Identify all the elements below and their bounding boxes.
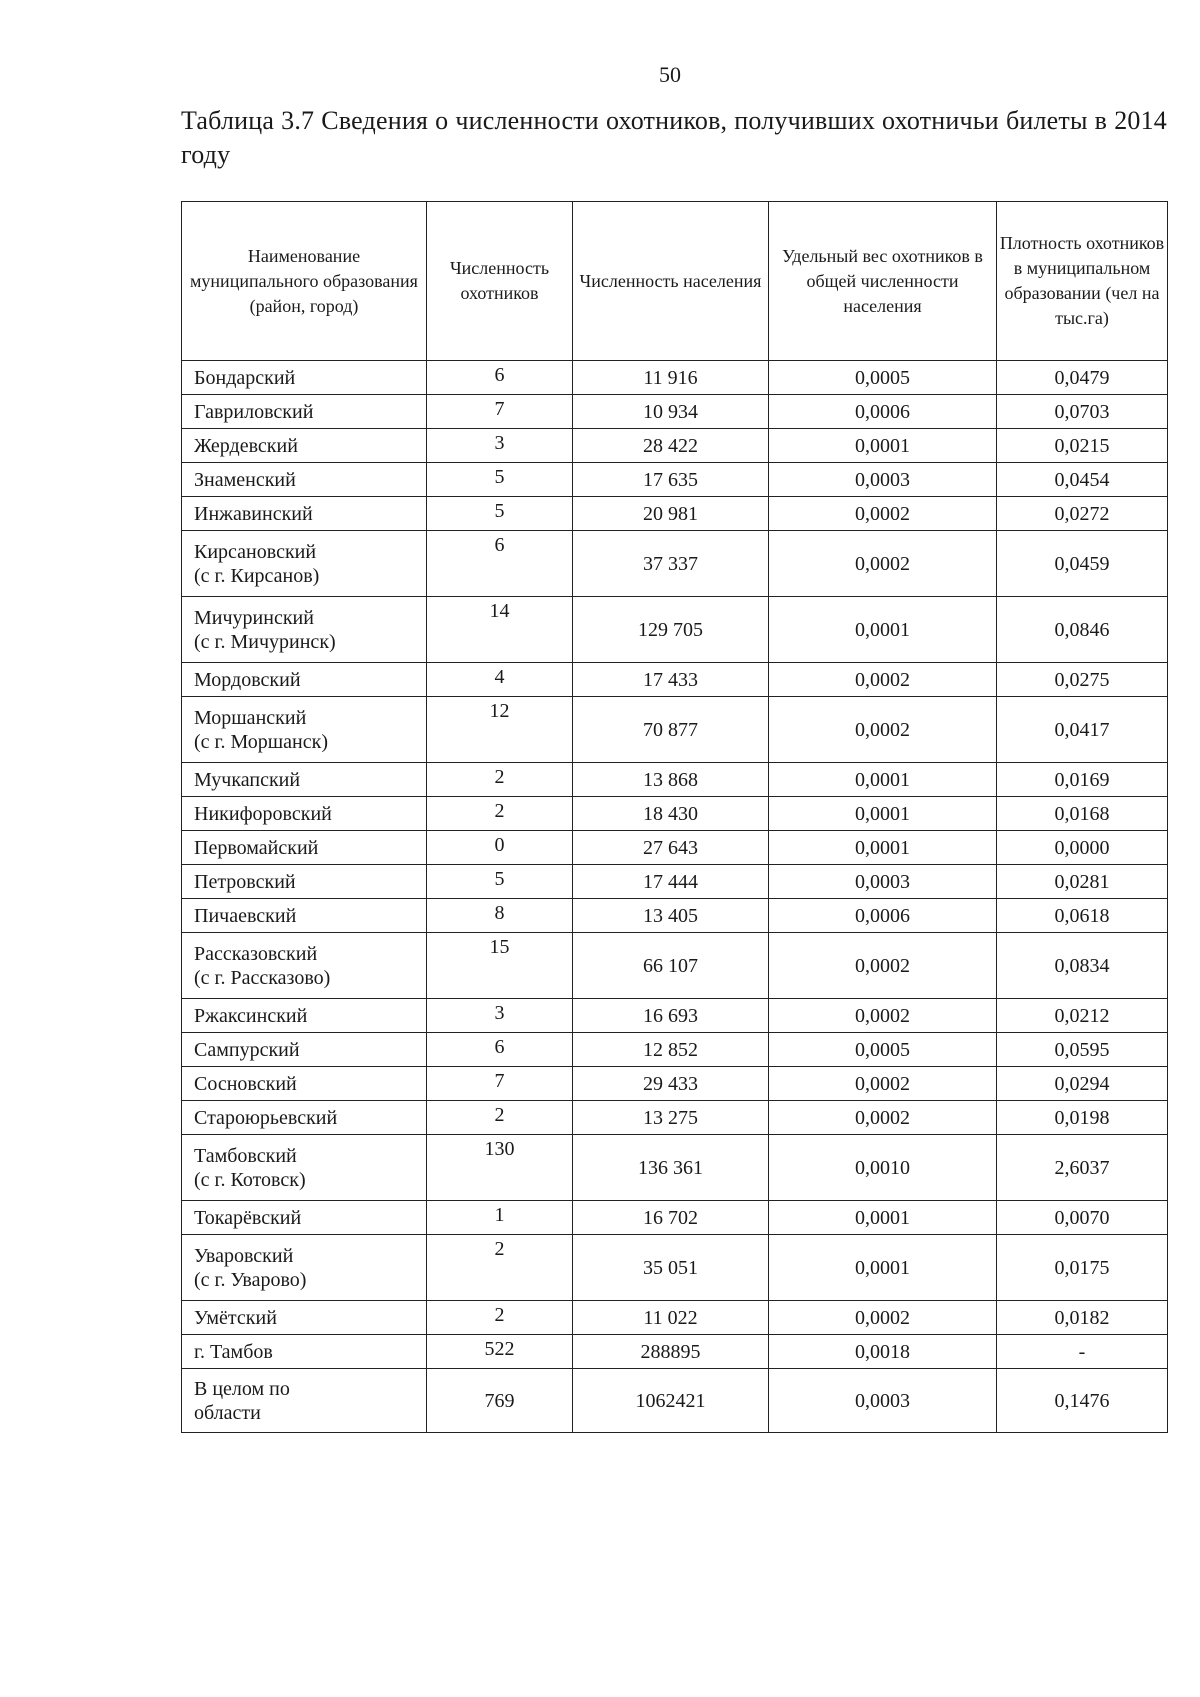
cell-hunters-count: 7 (427, 395, 573, 429)
table-body (182, 361, 1168, 1433)
cell-hunters-density: 0,1476 (997, 1369, 1168, 1433)
cell-municipality (182, 1335, 427, 1369)
cell-population: 17 444 (573, 865, 769, 899)
cell-municipality (182, 763, 427, 797)
municipality-name: Ржаксинский (194, 1004, 308, 1027)
cell-hunters-density: 0,0417 (997, 697, 1168, 763)
cell-hunters-count: 5 (427, 463, 573, 497)
cell-hunters-count: 5 (427, 497, 573, 531)
cell-hunters-share: 0,0005 (769, 361, 997, 395)
cell-hunters-share: 0,0002 (769, 1301, 997, 1335)
table-row (182, 1301, 1168, 1335)
cell-population: 12 852 (573, 1033, 769, 1067)
cell-municipality (182, 1235, 427, 1301)
municipality-name: Пичаевский (194, 904, 297, 927)
cell-hunters-count: 15 (427, 933, 573, 999)
cell-population: 13 868 (573, 763, 769, 797)
cell-hunters-share: 0,0001 (769, 831, 997, 865)
cell-hunters-density: 2,6037 (997, 1135, 1168, 1201)
cell-population: 11 916 (573, 361, 769, 395)
municipality-name: Мичуринский (194, 606, 314, 629)
cell-population: 18 430 (573, 797, 769, 831)
cell-municipality (182, 1033, 427, 1067)
cell-municipality (182, 429, 427, 463)
municipality-name-note: (с г. Моршанск) (194, 730, 329, 753)
cell-population: 16 693 (573, 999, 769, 1033)
municipality-name-note: (с г. Уварово) (194, 1268, 307, 1291)
cell-hunters-density: 0,0070 (997, 1201, 1168, 1235)
cell-municipality (182, 1369, 427, 1433)
cell-hunters-share: 0,0003 (769, 463, 997, 497)
municipality-name-note: (с г. Кирсанов) (194, 564, 320, 587)
municipality-name: Петровский (194, 870, 296, 893)
table-row (182, 1101, 1168, 1135)
cell-hunters-count: 4 (427, 663, 573, 697)
table-row (182, 463, 1168, 497)
cell-hunters-share: 0,0002 (769, 933, 997, 999)
cell-hunters-share: 0,0002 (769, 999, 997, 1033)
cell-hunters-count: 2 (427, 1301, 573, 1335)
municipality-name: Уваровский (194, 1244, 294, 1267)
cell-municipality (182, 797, 427, 831)
municipality-name-note: (с г. Котовск) (194, 1168, 306, 1191)
cell-municipality (182, 697, 427, 763)
cell-hunters-share: 0,0006 (769, 899, 997, 933)
municipality-name-note: (с г. Мичуринск) (194, 630, 336, 653)
table-row (182, 395, 1168, 429)
municipality-name: Сампурский (194, 1038, 300, 1061)
cell-population: 13 405 (573, 899, 769, 933)
cell-hunters-density: 0,0459 (997, 531, 1168, 597)
cell-hunters-count: 3 (427, 999, 573, 1033)
cell-hunters-share: 0,0001 (769, 429, 997, 463)
municipality-name-note: (с г. Рассказово) (194, 966, 331, 989)
cell-municipality (182, 1301, 427, 1335)
cell-hunters-density: 0,0834 (997, 933, 1168, 999)
cell-population: 66 107 (573, 933, 769, 999)
cell-hunters-share: 0,0003 (769, 1369, 997, 1433)
cell-hunters-density: 0,0595 (997, 1033, 1168, 1067)
table-header-row (182, 202, 1168, 361)
municipality-name: Моршанский (194, 706, 307, 729)
cell-municipality (182, 831, 427, 865)
table-row (182, 697, 1168, 763)
municipality-name: Сосновский (194, 1072, 297, 1095)
cell-hunters-count: 6 (427, 361, 573, 395)
cell-hunters-count: 2 (427, 1235, 573, 1301)
cell-hunters-count: 7 (427, 1067, 573, 1101)
cell-hunters-density: 0,0479 (997, 361, 1168, 395)
table-row (182, 361, 1168, 395)
municipality-name: Староюрьевский (194, 1106, 338, 1129)
municipality-name: г. Тамбов (194, 1340, 273, 1363)
cell-hunters-count: 2 (427, 763, 573, 797)
cell-hunters-share: 0,0002 (769, 697, 997, 763)
cell-population: 10 934 (573, 395, 769, 429)
cell-municipality (182, 899, 427, 933)
cell-hunters-density: 0,0275 (997, 663, 1168, 697)
cell-hunters-density: 0,0169 (997, 763, 1168, 797)
municipality-name: Никифоровский (194, 802, 332, 825)
cell-hunters-density: 0,0618 (997, 899, 1168, 933)
table-row (182, 597, 1168, 663)
cell-municipality (182, 597, 427, 663)
cell-hunters-density: 0,0846 (997, 597, 1168, 663)
table-row (182, 1033, 1168, 1067)
cell-population: 70 877 (573, 697, 769, 763)
cell-hunters-density: 0,0168 (997, 797, 1168, 831)
municipality-name: Бондарский (194, 366, 296, 389)
table-row (182, 1201, 1168, 1235)
cell-municipality (182, 463, 427, 497)
table-row (182, 999, 1168, 1033)
cell-hunters-count: 522 (427, 1335, 573, 1369)
table-row (182, 763, 1168, 797)
cell-municipality (182, 933, 427, 999)
municipality-name: Рассказовский (194, 942, 318, 965)
cell-hunters-share: 0,0002 (769, 1067, 997, 1101)
cell-population: 1062421 (573, 1369, 769, 1433)
table-row (182, 1235, 1168, 1301)
header-hunters-density: Плотность охотников в муниципальном образовании (чел на тыс.га) (997, 202, 1168, 361)
cell-municipality (182, 361, 427, 395)
cell-population: 288895 (573, 1335, 769, 1369)
municipality-name-note: области (194, 1401, 261, 1424)
cell-hunters-share: 0,0002 (769, 531, 997, 597)
table-row (182, 933, 1168, 999)
cell-hunters-share: 0,0003 (769, 865, 997, 899)
cell-hunters-share: 0,0002 (769, 1101, 997, 1135)
cell-municipality (182, 531, 427, 597)
header-municipality: Наименование муниципального образования (район, город) (182, 202, 427, 361)
cell-population: 17 433 (573, 663, 769, 697)
cell-hunters-share: 0,0002 (769, 663, 997, 697)
cell-hunters-count: 2 (427, 797, 573, 831)
table-row (182, 797, 1168, 831)
cell-hunters-count: 5 (427, 865, 573, 899)
table-row (182, 831, 1168, 865)
cell-hunters-density: 0,0198 (997, 1101, 1168, 1135)
cell-hunters-share: 0,0001 (769, 1201, 997, 1235)
cell-hunters-density: - (997, 1335, 1168, 1369)
cell-hunters-count: 130 (427, 1135, 573, 1201)
cell-hunters-count: 3 (427, 429, 573, 463)
header-hunters-count: Численность охотников (427, 202, 573, 361)
cell-municipality (182, 497, 427, 531)
table-row (182, 899, 1168, 933)
cell-hunters-share: 0,0001 (769, 797, 997, 831)
cell-hunters-share: 0,0010 (769, 1135, 997, 1201)
cell-hunters-density: 0,0272 (997, 497, 1168, 531)
municipality-name: Знаменский (194, 468, 296, 491)
cell-population: 136 361 (573, 1135, 769, 1201)
cell-population: 37 337 (573, 531, 769, 597)
cell-population: 20 981 (573, 497, 769, 531)
cell-hunters-density: 0,0212 (997, 999, 1168, 1033)
cell-municipality (182, 1135, 427, 1201)
cell-hunters-share: 0,0002 (769, 497, 997, 531)
cell-hunters-share: 0,0005 (769, 1033, 997, 1067)
cell-population: 11 022 (573, 1301, 769, 1335)
header-population: Численность населения (573, 202, 769, 361)
cell-hunters-count: 8 (427, 899, 573, 933)
cell-population: 29 433 (573, 1067, 769, 1101)
table-row (182, 429, 1168, 463)
cell-population: 27 643 (573, 831, 769, 865)
cell-population: 17 635 (573, 463, 769, 497)
municipality-name: Токарёвский (194, 1206, 302, 1229)
cell-population: 28 422 (573, 429, 769, 463)
cell-population: 13 275 (573, 1101, 769, 1135)
cell-hunters-density: 0,0281 (997, 865, 1168, 899)
table-row (182, 865, 1168, 899)
cell-hunters-count: 6 (427, 1033, 573, 1067)
table-row (182, 1335, 1168, 1369)
cell-municipality (182, 1067, 427, 1101)
municipality-name: Мучкапский (194, 768, 301, 791)
table-row (182, 1067, 1168, 1101)
page-number: 50 (659, 62, 681, 87)
cell-hunters-count: 0 (427, 831, 573, 865)
cell-hunters-share: 0,0001 (769, 597, 997, 663)
municipality-name: В целом по (194, 1377, 290, 1400)
cell-hunters-count: 14 (427, 597, 573, 663)
cell-hunters-density: 0,0175 (997, 1235, 1168, 1301)
cell-hunters-share: 0,0001 (769, 1235, 997, 1301)
municipality-name: Жердевский (194, 434, 298, 457)
cell-hunters-density: 0,0703 (997, 395, 1168, 429)
table-row (182, 663, 1168, 697)
cell-hunters-density: 0,0294 (997, 1067, 1168, 1101)
table-row (182, 1135, 1168, 1201)
cell-hunters-density: 0,0000 (997, 831, 1168, 865)
municipality-name: Инжавинский (194, 502, 313, 525)
cell-hunters-count: 1 (427, 1201, 573, 1235)
table-row-total (182, 1369, 1168, 1433)
cell-hunters-share: 0,0001 (769, 763, 997, 797)
hunters-table (181, 201, 1168, 1433)
table-caption: Таблица 3.7 Сведения о численности охотников, получивших охотничьи билеты в 2014 году (181, 106, 1167, 169)
cell-population: 16 702 (573, 1201, 769, 1235)
municipality-name: Первомайский (194, 836, 319, 859)
cell-population: 35 051 (573, 1235, 769, 1301)
cell-municipality (182, 865, 427, 899)
cell-hunters-count: 2 (427, 1101, 573, 1135)
cell-hunters-density: 0,0215 (997, 429, 1168, 463)
header-hunters-share: Удельный вес охотников в общей численности населения (769, 202, 997, 361)
municipality-name: Тамбовский (194, 1144, 297, 1167)
cell-municipality (182, 395, 427, 429)
table-row (182, 497, 1168, 531)
municipality-name: Гавриловский (194, 400, 314, 423)
cell-hunters-density: 0,0182 (997, 1301, 1168, 1335)
cell-hunters-count: 6 (427, 531, 573, 597)
municipality-name: Умётский (194, 1306, 277, 1329)
table-row (182, 531, 1168, 597)
municipality-name: Мордовский (194, 668, 301, 691)
cell-municipality (182, 1201, 427, 1235)
cell-municipality (182, 663, 427, 697)
cell-hunters-share: 0,0018 (769, 1335, 997, 1369)
cell-hunters-count: 769 (427, 1369, 573, 1433)
municipality-name: Кирсановский (194, 540, 317, 563)
cell-hunters-count: 12 (427, 697, 573, 763)
cell-population: 129 705 (573, 597, 769, 663)
cell-hunters-share: 0,0006 (769, 395, 997, 429)
cell-municipality (182, 1101, 427, 1135)
cell-hunters-density: 0,0454 (997, 463, 1168, 497)
cell-municipality (182, 999, 427, 1033)
